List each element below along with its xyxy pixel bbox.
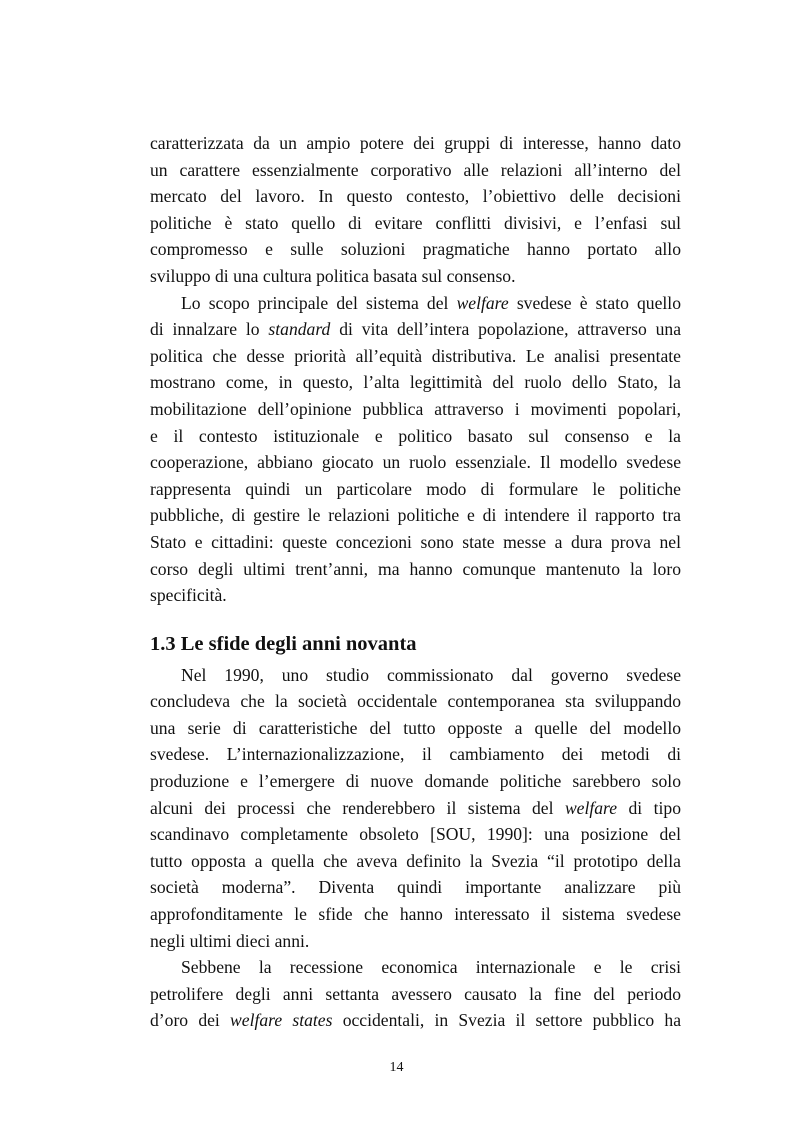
text-line: una serie di caratteristiche del tutto opposte a quelle del modello [150, 717, 681, 738]
text-line: alcuni dei processi che renderebbero il sistema del welfare di tipo [150, 797, 682, 818]
text-line: mostrano come, in questo, l’alta legittimità del ruolo dello Stato, la [150, 372, 681, 393]
text-line: pubbliche, di gestire le relazioni politiche e di intendere il rapporto tra [150, 505, 681, 526]
text-line: Sebbene la recessione economica internazionale e le crisi [181, 957, 681, 978]
text-line: scandinavo completamente obsoleto [SOU, 1990]: una posizione del [150, 824, 681, 845]
paragraph-1 [150, 130, 681, 290]
text-line: corso degli ultimi trent’anni, ma hanno comunque mantenuto la loro [150, 558, 681, 579]
text-line: produzione e l’emergere di nuove domande politiche sarebbero solo [150, 771, 681, 792]
text-line: Nel 1990, uno studio commissionato dal governo svedese [181, 664, 681, 685]
text-line: e il contesto istituzionale e politico basato sul consenso e la [150, 425, 681, 446]
document-body [150, 130, 681, 1034]
text-line: politiche è stato quello di evitare conflitti divisivi, e l’enfasi sul [150, 212, 681, 233]
text-line: specificità. [150, 585, 227, 606]
text-line: caratterizzata da un ampio potere dei gruppi di interesse, hanno dato [150, 133, 681, 153]
text-line: rappresenta quindi un particolare modo di formulare le politiche [150, 478, 681, 499]
page-number: 14 [389, 1060, 404, 1075]
emphasis: standard [268, 319, 331, 340]
text-line: Lo scopo principale del sistema del welfare svedese è stato quello [181, 292, 681, 313]
text-line: società moderna”. Diventa quindi importante analizzare più [150, 877, 681, 898]
text-line: un carattere essenzialmente corporativo alle relazioni all’interno del [150, 159, 681, 180]
text-line: svedese. L’internazionalizzazione, il cambiamento dei metodi di [150, 744, 681, 765]
text-line: sviluppo di una cultura politica basata sul consenso. [150, 265, 516, 286]
paragraph-4 [150, 954, 681, 1034]
text-line: negli ultimi dieci anni. [150, 930, 310, 951]
text-line: concludeva che la società occidentale contemporanea sta sviluppando [150, 691, 681, 712]
emphasis: welfare [456, 292, 509, 313]
text-line: d’oro dei welfare states occidentali, in Svezia il settore pubblico ha [150, 1010, 682, 1031]
emphasis: welfare states [230, 1010, 333, 1031]
section-heading: 1.3 Le sfide degli anni novanta [150, 632, 417, 655]
text-line: cooperazione, abbiano giocato un ruolo essenziale. Il modello svedese [150, 452, 681, 473]
emphasis: welfare [564, 797, 618, 818]
text-line: tutto opposta a quella che aveva definito la Svezia “il prototipo della [150, 850, 681, 871]
paragraph-3 [150, 662, 681, 955]
text-line: compromesso e sulle soluzioni pragmatiche hanno portato allo [150, 239, 681, 260]
text-line: petrolifere degli anni settanta avessero causato la fine del periodo [150, 983, 681, 1004]
text-line: mercato del lavoro. In questo contesto, l’obiettivo delle decisioni [150, 186, 681, 207]
paragraph-2 [150, 290, 681, 609]
text-line: politica che desse priorità all’equità distributiva. Le analisi presentate [150, 345, 681, 366]
text-line: di innalzare lo standard di vita dell’intera popolazione, attraverso una [150, 319, 681, 340]
text-line: approfonditamente le sfide che hanno interessato il sistema svedese [150, 904, 681, 925]
text-line: mobilitazione dell’opinione pubblica attraverso i movimenti popolari, [150, 398, 681, 419]
text-line: Stato e cittadini: queste concezioni sono state messe a dura prova nel [150, 531, 681, 552]
